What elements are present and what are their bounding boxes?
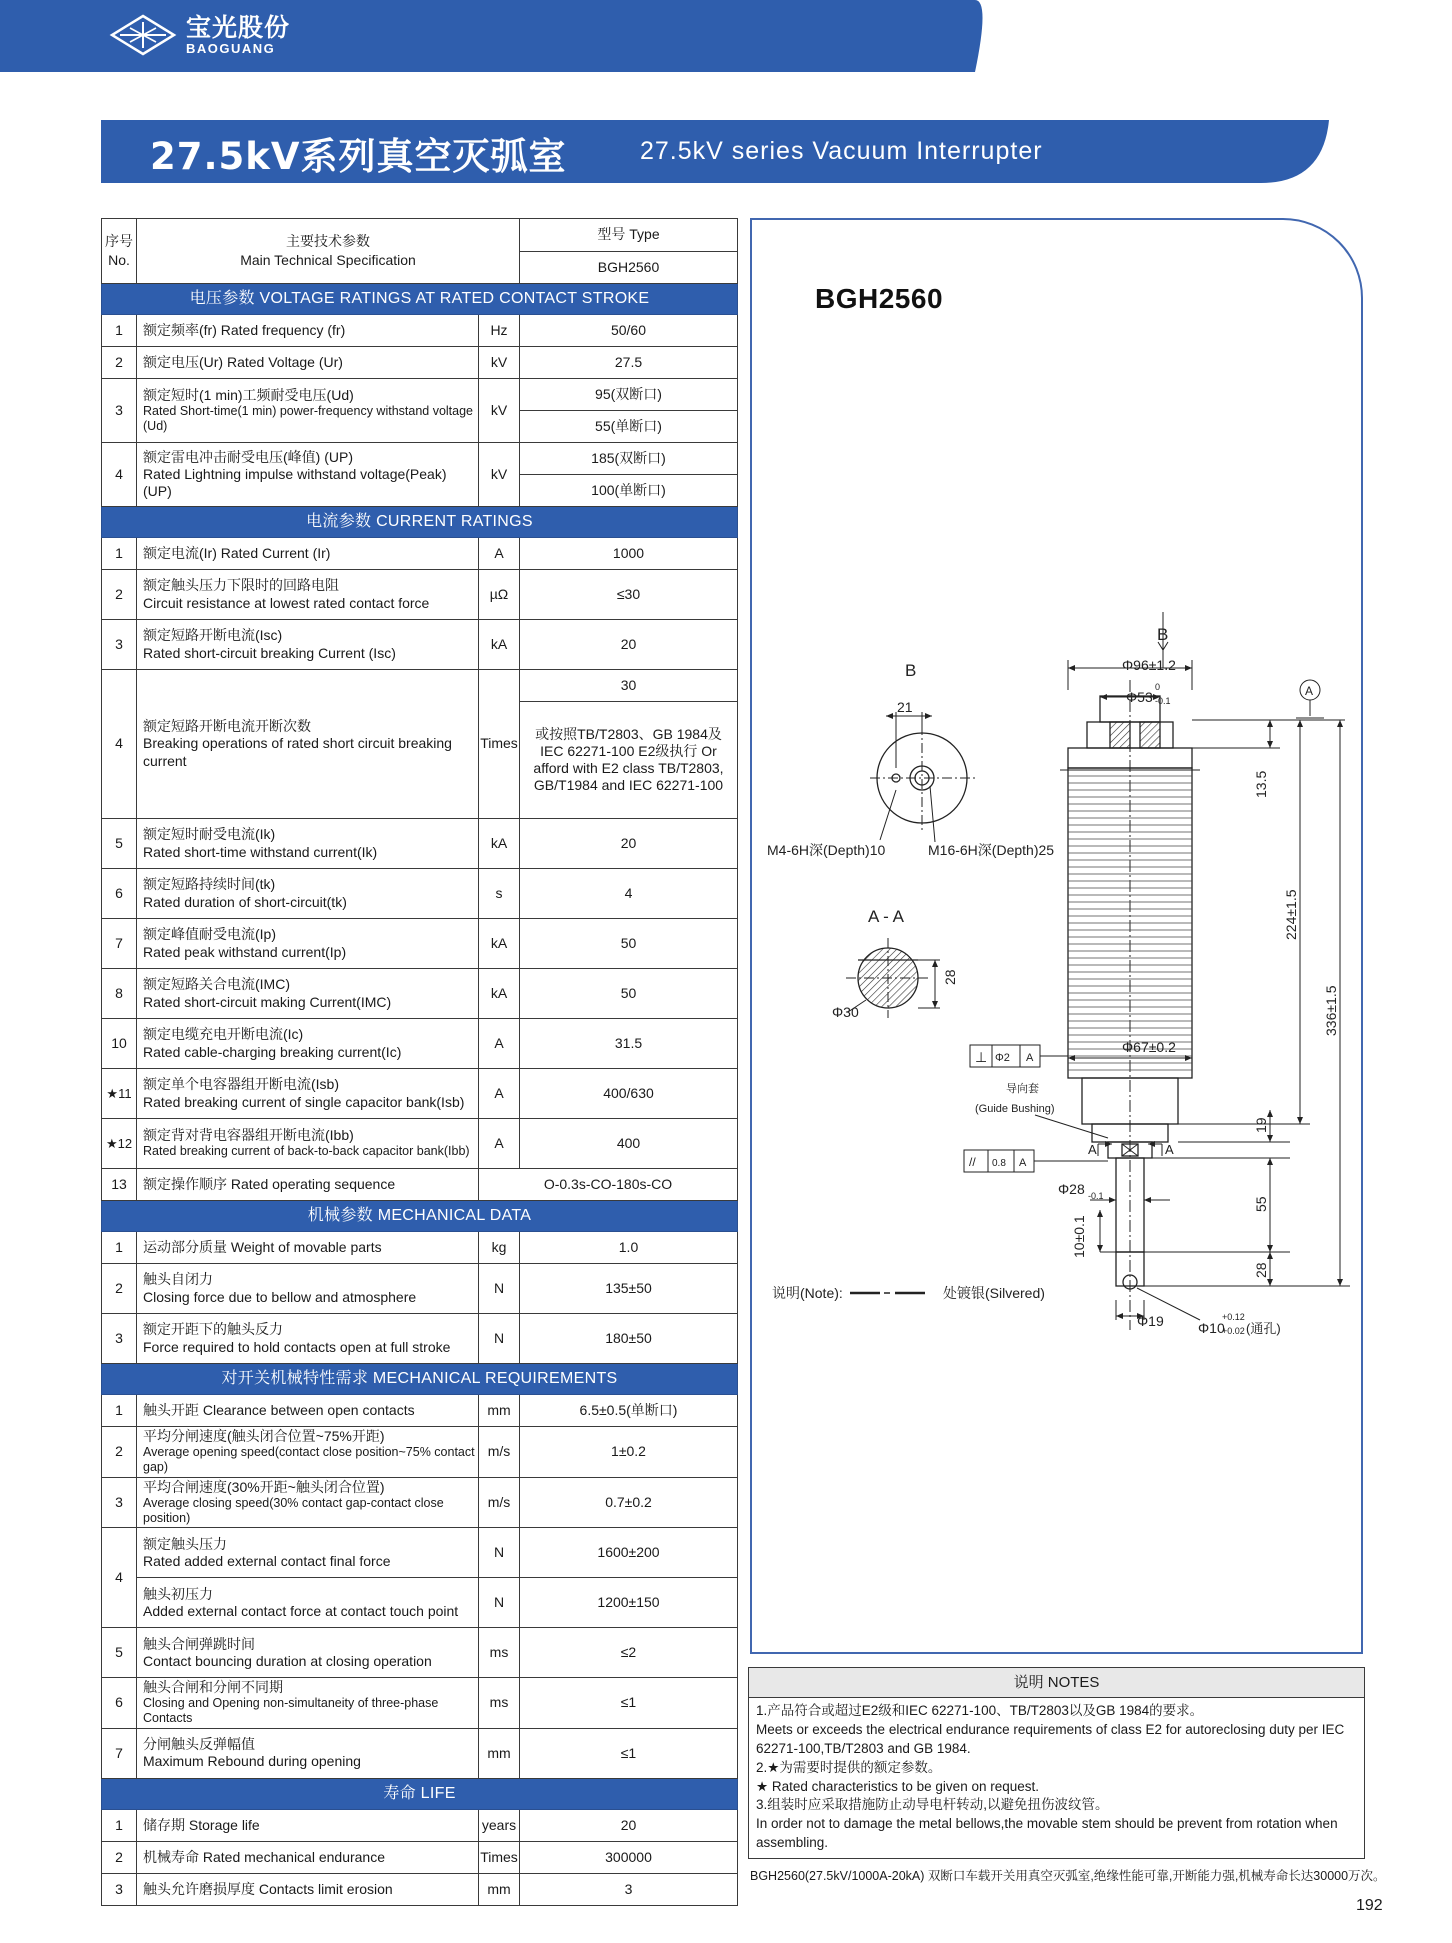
logo-mark-icon — [108, 12, 178, 58]
drawing-note-label: 说明(Note): — [772, 1285, 843, 1301]
spec-table: 序号 No. 主要技术参数 Main Technical Specification 型号 Type BGH2560 电压参数 VOLTAGE RATINGS AT RATED CONTACT STROKE 1 额定频率(fr) Rated frequency (fr) Hz 50/60 2 额定电压(Ur) Rated Voltage (Ur) kV 27.5 3 额定短时(1 min)工频耐受电压(Ud) Rated Short-time(1 min) power-frequency withstand voltage (Ud) kV 95(双断口) 55(单断口) 4 额定雷电冲击耐受电压(峰值) (UP) Rated Lightning impulse withstand voltage(Peak) (UP) kV 185(双断口) 100(单断口) 电流参数 CURRENT RATINGS 1 额定电流(Ir) Rated Current (Ir) A 1000 2 额定触头压力下限时的回路电阻 Circuit resistance at lowest rated contact force µΩ ≤30 3 额定短路开断电流(Isc) Rated short-circuit breaking Current (Isc) kA 20 4 额定短路开断电流开断次数 Breaking operations of rated short circuit breaking current Times 30 或按照TB/T2803、GB 1984及IEC 62271-100 E2级执行 Or afford with E2 class TB/T2803, GB/T1984 and IEC 62271-100 5 额定短时耐受电流(Ik) Rated short-time withstand current(Ik) kA 20 6 额定短路持续时间(tk) Rated duration of short-circuit(tk) s 4 7 额定峰值耐受电流(Ip) Rated peak withstand current(Ip) kA 50 8 额定短路关合电流(IMC) Rated short-circuit making Current(IMC) kA 50 10 额定电缆充电开断电流(Ic) Rated cable-charging breaking current(Ic) A 31.5 ★11 额定单个电容器组开断电流(Isb) Rated breaking current of single capacitor bank(Isb) A 400/630 ★12 额定背对背电容器组开断电流(Ibb) Rated breaking current of back-to-back capacitor bank(Ibb) A 400 13 额定操作顺序 Rated operating sequence O-0.3s-CO-180s-CO 机械参数 MECHANICAL DATA 1 运动部分质量 Weight of movable parts kg 1.0 2 触头自闭力 Closing force due to bellow and atmosphere N 135±50 3 额定开距下的触头反力 Force required to hold contacts open at full stroke N 180±50 对开关机械特性需求 MECHANICAL REQUIREMENTS 1 触头开距 Clearance between open contacts mm 6.5±0.5(单断口) 2 平均分闸速度(触头闭合位置~75%开距) Average opening speed(contact close position~75% contact gap) m/s 1±0.2 3 平均合闸速度(30%开距~触头闭合位置) Average closing speed(30% contact gap-contact close position) m/s 0.7±0.2 4 额定触头压力 Rated added external contact final force N 1600±200 触头初压力 Added external contact force at contact touch point N 1200±150 5 触头合闸弹跳时间 Contact bouncing duration at closing operation ms ≤2 6 触头合闸和分闸不同期 Closing and Opening non-simultaneity of three-phase Contacts ms ≤1 7 分闸触头反弹幅值 Maximum Rebound during opening mm ≤1 寿命 LIFE 1 储存期 Storage life years 20 2 机械寿命 Rated mechanical endurance Times 300000 3 触头允许磨损厚度 Contacts limit erosion mm 3 — [101, 218, 738, 1906]
dim-dia53: Φ53 — [1126, 689, 1153, 705]
table-row: 6 额定短路持续时间(tk) Rated duration of short-circuit(tk) s 4 — [102, 869, 738, 919]
dim-dia10-tol-bot: +0.02 — [1222, 1326, 1245, 1336]
dim-21: 21 — [897, 699, 913, 715]
table-row: 3 平均合闸速度(30%开距~触头闭合位置) Average closing speed(30% contact gap-contact close position) m/s 0.7±0.2 — [102, 1477, 738, 1528]
table-row: 1 运动部分质量 Weight of movable parts kg 1.0 — [102, 1232, 738, 1264]
section-voltage: 电压参数 VOLTAGE RATINGS AT RATED CONTACT STROKE — [102, 284, 738, 315]
table-row: 1 额定电流(Ir) Rated Current (Ir) A 1000 — [102, 538, 738, 570]
section-mechanical-data: 机械参数 MECHANICAL DATA — [102, 1201, 738, 1232]
dim-224: 224±1.5 — [1283, 889, 1299, 940]
parallelism-tolerance: 0.8 — [992, 1158, 1006, 1169]
page-title-en: 27.5kV series Vacuum Interrupter — [640, 137, 1043, 165]
dim-dia28: Φ28 — [1058, 1181, 1085, 1197]
table-row: 4 额定短路开断电流开断次数 Breaking operations of rated short circuit breaking current Times 30 — [102, 670, 738, 702]
dim-dia10-tol-top: +0.12 — [1222, 1312, 1245, 1322]
col-header-type: 型号 Type — [520, 219, 738, 252]
dim-13-5: 13.5 — [1253, 770, 1269, 798]
section-mechanical-requirements: 对开关机械特性需求 MECHANICAL REQUIREMENTS — [102, 1364, 738, 1395]
dim-dia28-tol: -0.1 — [1088, 1191, 1104, 1201]
dim-dia10-note: (通孔) — [1246, 1321, 1281, 1336]
section-a-left: A — [1088, 1142, 1097, 1157]
table-row: ★12 额定背对背电容器组开断电流(Ibb) Rated breaking current of back-to-back capacitor bank(Ibb) A 400 — [102, 1119, 738, 1169]
dim-dia67: Φ67±0.2 — [1122, 1039, 1176, 1055]
table-row: 7 额定峰值耐受电流(Ip) Rated peak withstand current(Ip) kA 50 — [102, 919, 738, 969]
section-current: 电流参数 CURRENT RATINGS — [102, 507, 738, 538]
perpendicularity-symbol: ⊥ — [975, 1049, 988, 1065]
table-row: 13 额定操作顺序 Rated operating sequence O-0.3s-CO-180s-CO — [102, 1169, 738, 1201]
product-description: BGH2560(27.5kV/1000A-20kA) 双断口车载开关用真空灭弧室,绝缘性能可靠,开断能力强,机械寿命长达30000万次。 — [750, 1869, 1386, 1883]
col-header-spec: 主要技术参数 Main Technical Specification — [137, 219, 520, 284]
dim-28: 28 — [1253, 1262, 1269, 1278]
note-line: ★ Rated characteristics to be given on request. — [756, 1778, 1039, 1794]
brand-name-en: BAOGUANG — [186, 41, 276, 56]
table-row: 3 触头允许磨损厚度 Contacts limit erosion mm 3 — [102, 1873, 738, 1905]
dim-dia53-tol-bot: -0.1 — [1155, 696, 1171, 706]
table-row: 触头初压力 Added external contact force at contact touch point N 1200±150 — [102, 1578, 738, 1628]
table-row: 2 额定电压(Ur) Rated Voltage (Ur) kV 27.5 — [102, 347, 738, 379]
top-view — [870, 712, 975, 842]
section-aa-view — [846, 938, 940, 1018]
table-row: 7 分闸触头反弹幅值 Maximum Rebound during opening mm ≤1 — [102, 1728, 738, 1778]
table-row: ★11 额定单个电容器组开断电流(Isb) Rated breaking current of single capacitor bank(Isb) A 400/630 — [102, 1069, 738, 1119]
dim-19: 19 — [1253, 1117, 1269, 1133]
page-title-cn: 27.5kV系列真空灭弧室 — [150, 135, 567, 178]
guide-bushing-en: (Guide Bushing) — [975, 1103, 1055, 1115]
table-row: 5 额定短时耐受电流(Ik) Rated short-time withstand current(Ik) kA 20 — [102, 819, 738, 869]
table-row: 2 额定触头压力下限时的回路电阻 Circuit resistance at lowest rated contact force µΩ ≤30 — [102, 570, 738, 620]
drawing-note-text: 处镀银(Silvered) — [943, 1285, 1045, 1301]
parallelism-datum: A — [1019, 1157, 1027, 1169]
table-row: 4 额定触头压力 Rated added external contact final force N 1600±200 — [102, 1528, 738, 1578]
dim-dia10: Φ10 — [1198, 1320, 1225, 1336]
dim-10: 10±0.1 — [1071, 1215, 1087, 1258]
dim-55: 55 — [1253, 1196, 1269, 1212]
section-a-right: A — [1165, 1142, 1174, 1157]
thread-m16-label: M16-6H深(Depth)25 — [928, 842, 1055, 858]
dim-dia30: Φ30 — [832, 1004, 859, 1020]
dim-dia53-tol-top: 0 — [1155, 682, 1161, 692]
notes-body — [749, 1698, 1364, 1858]
dim-dia96: Φ96±1.2 — [1122, 657, 1176, 673]
col-header-model: BGH2560 — [520, 252, 738, 284]
perpendicularity-tolerance: Φ2 — [995, 1052, 1010, 1064]
table-row: 10 额定电缆充电开断电流(Ic) Rated cable-charging breaking current(Ic) A 31.5 — [102, 1019, 738, 1069]
table-row: 1 额定频率(fr) Rated frequency (fr) Hz 50/60 — [102, 315, 738, 347]
table-row: 2 触头自闭力 Closing force due to bellow and atmosphere N 135±50 — [102, 1264, 738, 1314]
notes-box — [748, 1667, 1365, 1859]
view-b-arrow-label: B — [1157, 625, 1169, 644]
notes-title: 说明 NOTES — [749, 1668, 1364, 1698]
brand-name-cn: 宝光股份 — [186, 13, 291, 42]
table-row: 1 储存期 Storage life years 20 — [102, 1809, 738, 1841]
col-header-no: 序号 No. — [102, 219, 137, 284]
guide-bushing-cn: 导向套 — [1006, 1083, 1039, 1095]
table-row: 2 机械寿命 Rated mechanical endurance Times 300000 — [102, 1841, 738, 1873]
table-row: 4 额定雷电冲击耐受电压(峰值) (UP) Rated Lightning impulse withstand voltage(Peak) (UP) kV 185(双断口) — [102, 443, 738, 475]
table-row: 8 额定短路关合电流(IMC) Rated short-circuit making Current(IMC) kA 50 — [102, 969, 738, 1019]
dim-336: 336±1.5 — [1323, 985, 1339, 1036]
perpendicularity-datum: A — [1026, 1052, 1034, 1064]
table-row: 5 触头合闸弹跳时间 Contact bouncing duration at closing operation ms ≤2 — [102, 1628, 738, 1678]
thread-m4-label: M4-6H深(Depth)10 — [767, 842, 886, 858]
page-number: 192 — [1356, 1897, 1383, 1914]
technical-drawing — [750, 218, 1363, 1654]
table-row: 6 触头合闸和分闸不同期 Closing and Opening non-simultaneity of three-phase Contacts ms ≤1 — [102, 1678, 738, 1729]
note-line: 2.★为需要时提供的额定参数。 — [756, 1759, 942, 1775]
table-row: 3 额定短路开断电流(Isc) Rated short-circuit breaking Current (Isc) kA 20 — [102, 620, 738, 670]
drawing-model-label: BGH2560 — [815, 283, 944, 314]
view-b-label: B — [905, 661, 917, 680]
table-row: 3 额定开距下的触头反力 Force required to hold contacts open at full stroke N 180±50 — [102, 1314, 738, 1364]
table-row: 3 额定短时(1 min)工频耐受电压(Ud) Rated Short-time(1 min) power-frequency withstand voltage (Ud) kV 95(双断口) — [102, 379, 738, 411]
section-life: 寿命 LIFE — [102, 1778, 738, 1809]
note-line: In order not to damage the metal bellows,the movable stem should be prevent from rotation when assembling. — [756, 1816, 1338, 1851]
note-line: Meets or exceeds the electrical endurance requirements of class E2 for autoreclosing duty per IEC 62271-100,TB/T2803 and GB 1984. — [756, 1721, 1345, 1756]
dim-dia19: Φ19 — [1137, 1313, 1164, 1329]
brand-logo — [108, 12, 290, 58]
section-aa-label: A - A — [868, 907, 904, 926]
note-line: 1.产品符合或超过E2级和IEC 62271-100、TB/T2803以及GB 1984的要求。 — [756, 1703, 1204, 1718]
table-row: 1 触头开距 Clearance between open contacts mm 6.5±0.5(单断口) — [102, 1395, 738, 1427]
parallelism-symbol: // — [969, 1155, 976, 1169]
dim-28-section: 28 — [942, 969, 958, 985]
note-line: 3.组装时应采取措施防止动导电杆转动,以避免扭伤波纹管。 — [756, 1797, 1109, 1813]
table-row: 2 平均分闸速度(触头闭合位置~75%开距) Average opening speed(contact close position~75% contact gap) m/s 1±0.2 — [102, 1427, 738, 1478]
datum-a-label: A — [1305, 684, 1314, 698]
